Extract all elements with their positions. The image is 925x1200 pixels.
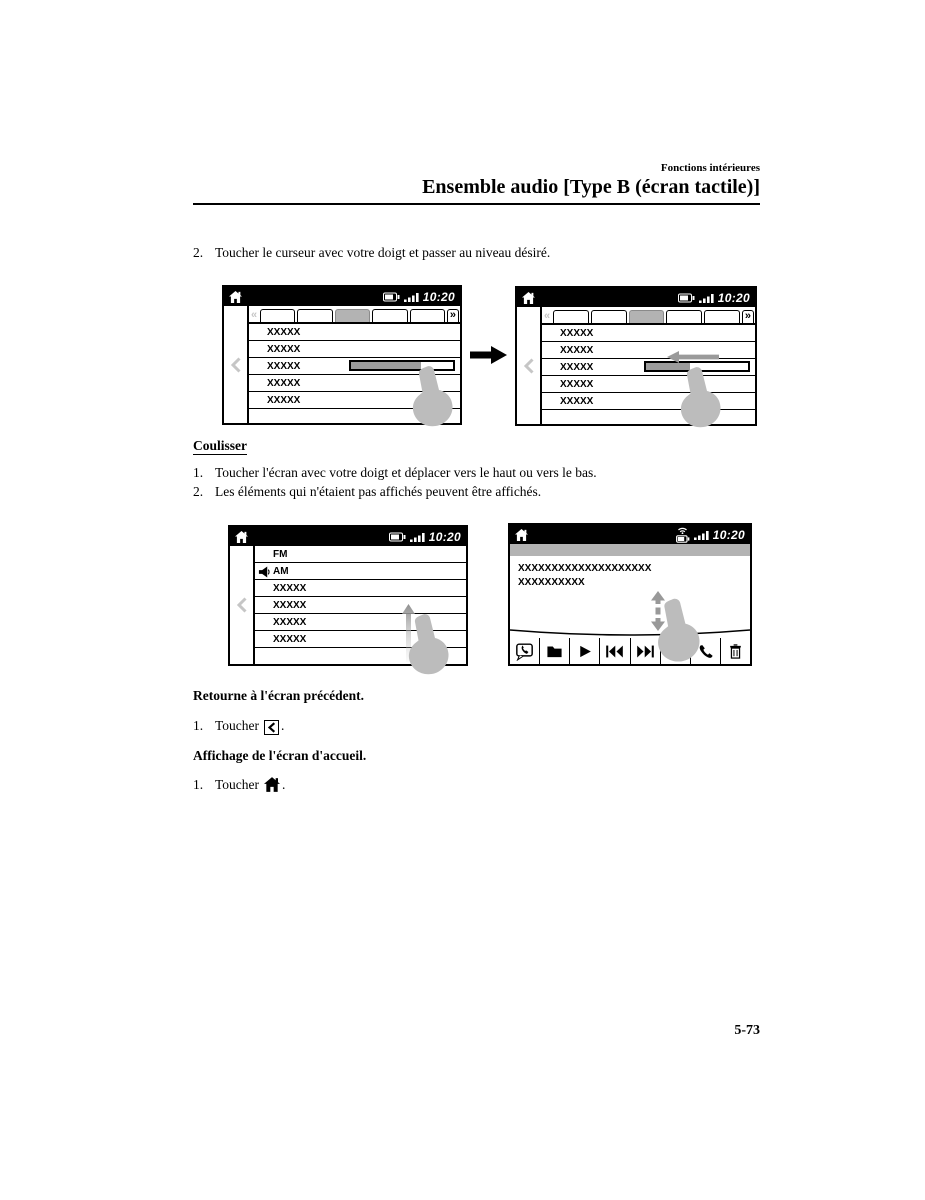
instruction-step [193,465,753,481]
step-number: 2. [193,245,204,260]
section-heading-text: Coulisser [193,438,247,453]
list-item-label: FM [273,548,288,560]
list-item [255,546,466,563]
sidebar-back [230,546,255,664]
list-item [542,325,755,342]
tab [704,310,740,323]
section-header: Fonctions intérieures [660,162,760,174]
list-item-label: XXXXX [273,582,307,594]
message-call-icon [515,642,534,661]
transition-arrow-icon [470,344,507,366]
list-item [542,342,755,359]
toolbar-button [510,638,540,664]
list-item-label: XXXXX [273,599,307,611]
step-text-label: Toucher [215,777,260,792]
list-item-label: XXXXX [267,326,301,338]
tabs-next-icon: » [447,309,459,322]
step-number: 2. [193,484,204,499]
menu-list [542,325,755,424]
section-heading: Retourne à l'écran précédent. [193,688,364,703]
list-item [249,324,460,341]
finger-pointer-icon [654,597,700,665]
tab-selected [335,309,370,322]
message-toolbar [510,638,750,664]
step-number: 1. [193,465,204,480]
tab [553,310,589,323]
battery-icon [676,535,690,543]
toolbar-button [570,638,600,664]
battery-icon [678,293,695,303]
tabs-next-icon: » [742,310,754,323]
tab-selected [629,310,665,323]
list-item [255,580,466,597]
tab [260,309,295,322]
trash-icon [728,643,743,660]
message-line: XXXXXXXXXXXXXXXXXXXX [518,563,652,574]
status-bar [517,288,755,307]
instruction-step [193,245,753,261]
tab [591,310,627,323]
signal-icon [404,292,419,302]
battery-icon [389,532,406,542]
wifi-icon [677,527,688,534]
home-icon [515,529,528,541]
tabs-prev-icon: « [544,310,551,322]
sidebar-back [517,307,542,424]
message-line: XXXXXXXXXX [518,577,585,588]
tab [410,309,445,322]
tab-bar [249,306,460,324]
list-item [542,359,755,376]
step-text-label: Toucher [215,718,260,733]
list-item-label: AM [273,565,289,577]
tab [666,310,702,323]
list-item [542,393,755,410]
step-number: 1. [193,718,204,733]
signal-icon [694,530,709,540]
skip-forward-icon [636,644,655,659]
list-item-label: XXXXX [560,344,594,356]
message-title-band [510,544,750,556]
status-bar [510,525,750,544]
list-item-label: XXXXX [267,343,301,355]
list-item [542,376,755,393]
status-bar [230,527,466,546]
page-title: Ensemble audio [Type B (écran tactile)] [422,176,760,198]
list-item-label: XXXXX [267,394,301,406]
message-body [510,556,750,590]
tab [297,309,332,322]
toolbar-button [721,638,750,664]
step-number: 1. [193,777,204,792]
instruction-step [193,718,753,735]
clock: 10:20 [422,289,455,304]
step-text: Toucher le curseur avec votre doigt et passer au niveau désiré. [215,245,551,260]
list-item-label: XXXXX [560,378,594,390]
signal-icon [410,532,425,542]
list-item-label: XXXXX [273,633,307,645]
illustration-slider-after [515,286,757,426]
list-item [255,597,466,614]
clock: 10:20 [712,527,745,542]
illustration-slider-before [222,285,462,425]
list-item-label: XXXXX [560,327,594,339]
speaker-icon [258,566,270,578]
status-bar [224,287,460,306]
chevron-left-icon [237,597,247,613]
list-item-label: XXXXX [560,361,594,373]
illustration-message-screen [508,523,752,666]
chevron-left-icon [231,357,241,373]
finger-pointer-icon [409,365,453,429]
step-period: . [281,718,285,733]
back-icon [264,720,279,735]
list-item-label: XXXXX [273,616,307,628]
step-text [215,718,284,735]
section-heading [193,438,247,454]
folder-icon [546,643,563,660]
skip-back-icon [605,644,624,659]
clock: 10:20 [428,529,461,544]
home-icon [522,292,535,304]
home-icon [229,291,242,303]
section-heading: Affichage de l'écran d'accueil. [193,748,367,763]
list-item-label: XXXXX [267,360,301,372]
home-icon [235,531,248,543]
step-text: Les éléments qui n'étaient pas affichés peuvent être affichés. [215,484,542,499]
step-period: . [282,777,286,792]
drag-left-arrow-icon [667,351,719,363]
play-icon [576,643,593,660]
tab-bar [542,307,755,325]
list-item [255,563,466,580]
chevron-left-icon [524,358,534,374]
illustration-scroll-list [228,525,468,666]
tabs-prev-icon: « [251,309,258,321]
toolbar-button [540,638,570,664]
list-item-label: XXXXX [560,395,594,407]
home-icon [264,777,280,796]
header-rule [193,203,760,205]
list-item [249,341,460,358]
page-number: 5-73 [734,1023,760,1038]
battery-icon [383,292,400,302]
list-item-label: XXXXX [267,377,301,389]
finger-pointer-icon [677,366,721,430]
finger-pointer-icon [405,613,449,677]
instruction-step [193,777,753,796]
step-text [215,777,285,796]
sidebar-back [224,306,249,423]
instruction-step [193,484,753,500]
connection-status [676,527,690,543]
clock: 10:20 [717,290,750,305]
tab [372,309,407,322]
toolbar-button [600,638,630,664]
step-text: Toucher l'écran avec votre doigt et déplacer vers le haut ou vers le bas. [215,465,597,480]
signal-icon [699,293,714,303]
